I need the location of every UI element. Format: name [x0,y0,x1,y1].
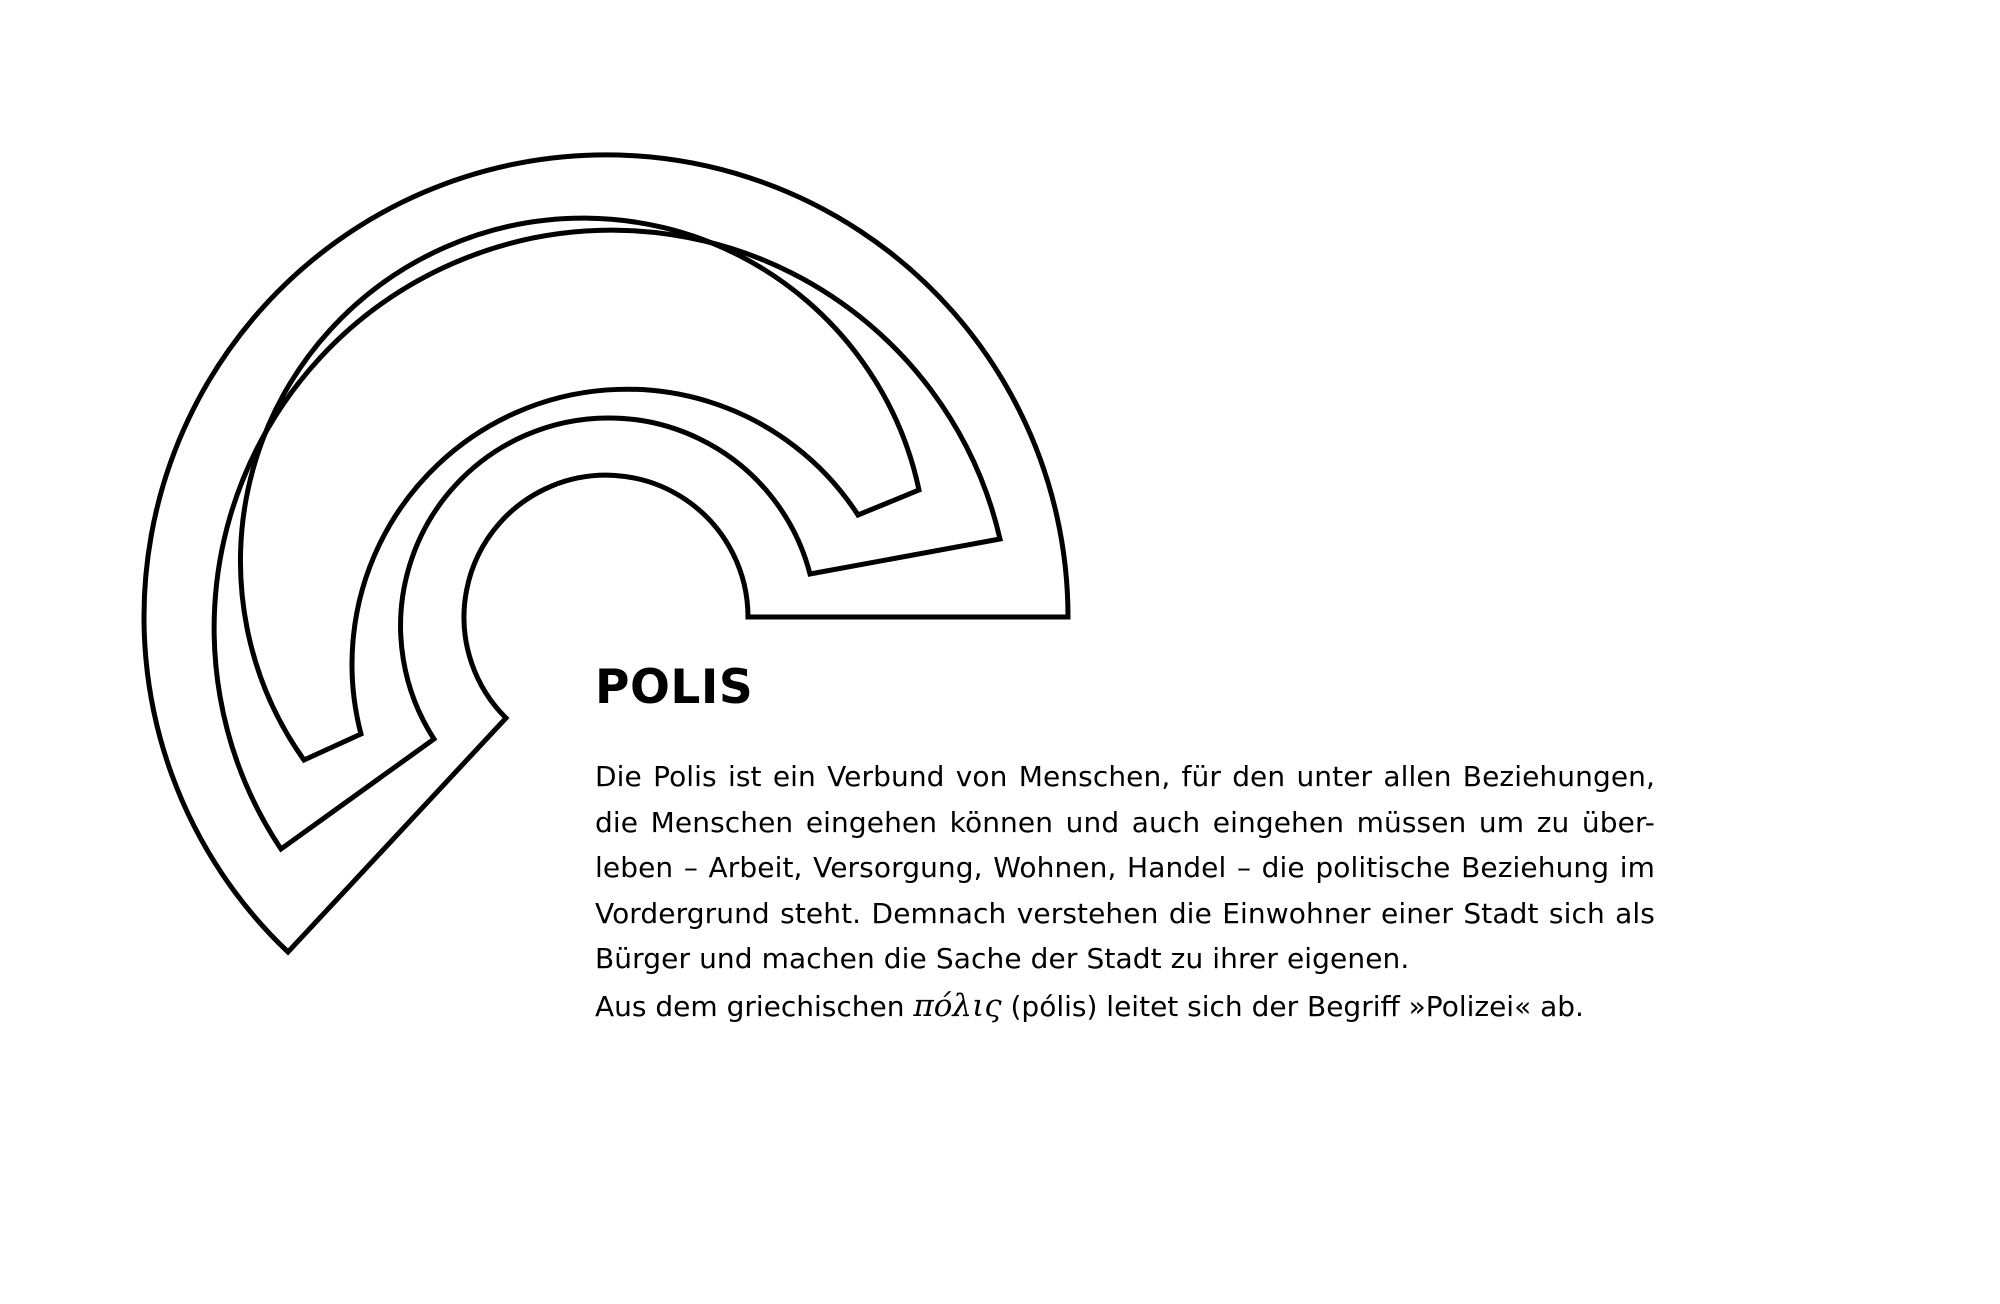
polis-text-block [595,658,1655,1031]
etymology-suffix: (pólis) leitet sich der Begriff »Polizei« ab. [1010,989,1584,1023]
etymology-prefix: Aus dem griechischen [595,989,905,1023]
polis-definition-paragraph: Die Polis ist ein Verbund von Menschen, für den unter allen Beziehungen, die Menschen eingehen können und auch eingehen müssen um zu über-leben – Arbeit, Versorgung, Wohnen, Handel – die politische Beziehung im Vordergrund steht. Demnach verstehen die Einwohner einer Stadt sich als Bürger und machen die Sache der Stadt zu ihrer eigenen. [595,760,1655,975]
etymology-line [595,982,1655,1031]
greek-word: πόλις [913,987,1002,1024]
page-title: POLIS [595,660,754,715]
